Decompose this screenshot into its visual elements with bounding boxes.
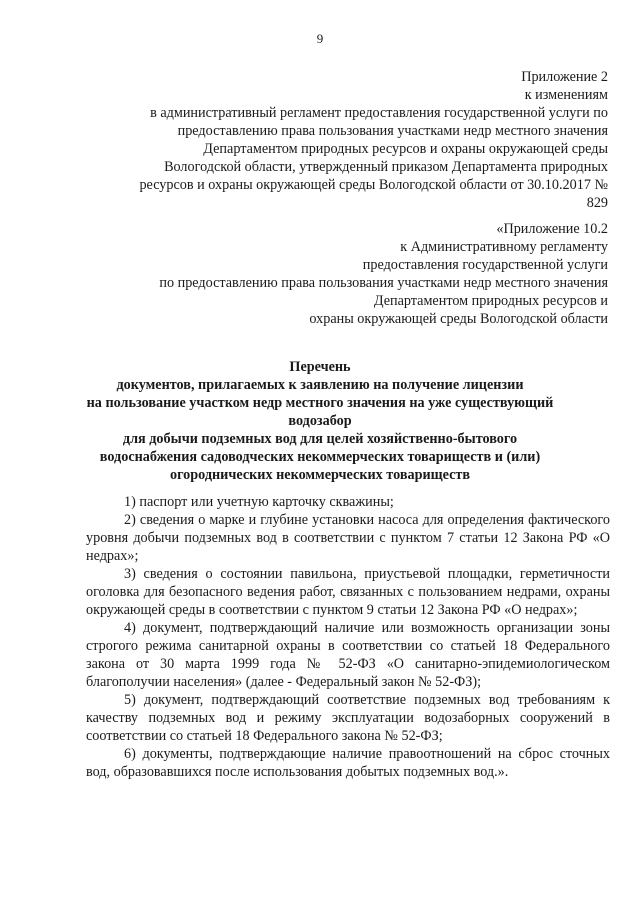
title-line: документов, прилагаемых к заявлению на получение лицензии [116, 377, 524, 393]
title-line: водоснабжения садоводческих некоммерческих товариществ и (или) [99, 449, 541, 465]
appendix-2-line: в административный регламент предоставления государственной услуги по [150, 105, 608, 121]
appendix-2-line: Вологодской области, утвержденный приказом Департамента природных [164, 159, 608, 175]
document-list [88, 493, 610, 781]
appendix-10-2-header [88, 220, 608, 328]
list-item: 5) документ, подтверждающий соответствие подземных вод требованиям к качеству подземных вод и режиму эксплуатации водозаборных сооружений в соответствии со статьей 18 Федерального закона № 52-ФЗ; [86, 692, 610, 744]
appendix-10-2-line: предоставления государственной услуги [362, 257, 608, 273]
list-item: 3) сведения о состоянии павильона, приустьевой площадки, герметичности оголовка для безопасного ведения работ, связанных с пользованием недрами, охраны окружающей среды в соответствии с пунктом 9 статьи 12 Закона РФ «О недрах»; [86, 566, 610, 618]
appendix-2-line: Приложение 2 [521, 69, 608, 85]
appendix-2-header [88, 68, 608, 212]
title-line: Перечень [289, 359, 351, 375]
list-item: 4) документ, подтверждающий наличие или возможность организации зоны строгого режима санитарной охраны в соответствии со статьей 18 Федерального закона от 30 марта 1999 года № 52-ФЗ «О санитарно-эпидемиологическом благополучии населения» (далее - Федеральный закон № 52-ФЗ); [86, 620, 610, 690]
appendix-10-2-line: по предоставлению права пользования участками недр местного значения [159, 275, 608, 291]
list-item: 6) документы, подтверждающие наличие правоотношений на сброс сточных вод, образовавшихся после использования добытых подземных вод.». [86, 746, 610, 780]
title-line: на пользование участком недр местного значения на уже существующий [86, 395, 554, 411]
appendix-10-2-line: к Административному регламенту [400, 239, 608, 255]
appendix-10-2-line: Департаментом природных ресурсов и [373, 293, 608, 309]
list-item: 1) паспорт или учетную карточку скважины; [124, 494, 394, 510]
appendix-2-line: Департаментом природных ресурсов и охраны окружающей среды [203, 141, 608, 157]
title-line: водозабор [288, 413, 352, 429]
list-item: 2) сведения о марке и глубине установки насоса для определения фактического уровня добычи подземных вод в соответствии с пунктом 7 статьи 12 Закона РФ «О недрах»; [86, 512, 610, 564]
appendix-2-line: к изменениям [524, 87, 608, 103]
appendix-10-2-line: охраны окружающей среды Вологодской области [309, 311, 608, 327]
appendix-2-line: предоставлению права пользования участками недр местного значения [177, 123, 608, 139]
page-number: 9 [316, 31, 324, 46]
appendix-10-2-line: «Приложение 10.2 [496, 221, 608, 237]
appendix-2-line: 829 [586, 195, 608, 211]
appendix-2-line: ресурсов и охраны окружающей среды Вологодской области от 30.10.2017 № [139, 177, 608, 193]
title-line: для добычи подземных вод для целей хозяйственно-бытового [122, 431, 518, 447]
title-line: огороднических некоммерческих товариществ [169, 467, 471, 483]
document-title [60, 358, 580, 484]
